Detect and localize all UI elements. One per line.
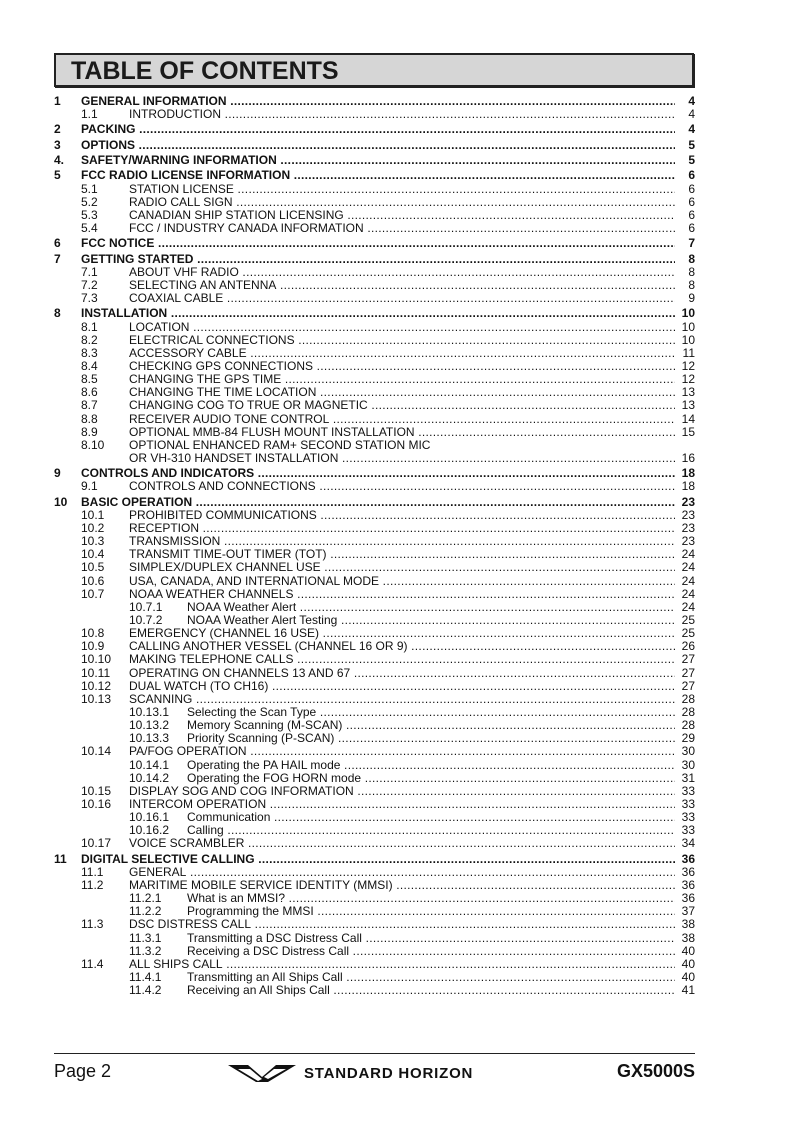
toc-entry[interactable] [54,853,695,866]
toc-entry[interactable] [54,745,695,758]
toc-entry-number: 10.13 [81,691,112,706]
toc-entry-title: DSC DISTRESS CALL ..... [129,918,675,931]
toc-entry[interactable] [54,627,695,640]
toc-entry[interactable] [54,95,695,108]
toc-entry[interactable] [54,467,695,480]
toc-entry-number: 8.8 [81,411,98,426]
toc-entry-title: OPTIONAL MMB-84 FLUSH MOUNT INSTALLATION ..... [129,426,675,439]
toc-entry-page: 6 [688,168,695,183]
toc-entry-page: 5 [688,137,695,152]
toc-entry-title: SAFETY/WARNING INFORMATION ..... [81,154,675,167]
toc-entry-title: CONTROLS AND INDICATORS ..... [81,467,675,480]
toc-entry[interactable] [54,321,695,334]
toc-entry-number: 8.10 [81,437,105,452]
toc-entry-number: 8.3 [81,345,98,360]
toc-entry-title: Programming the MMSI ..... [187,905,675,918]
toc-entry-page: 18 [681,479,695,494]
toc-entry-page: 7 [688,236,695,251]
toc-entry-title: CHANGING THE GPS TIME ..... [129,373,675,386]
toc-entry-number: 10.16.2 [129,823,170,838]
toc-entry-title: STATION LICENSE ..... [129,183,675,196]
toc-entry-title: SCANNING ..... [129,693,675,706]
toc-entry[interactable] [54,123,695,136]
toc-entry-number: 5.1 [81,181,98,196]
toc-entry-number: 10.5 [81,560,105,575]
toc-entry[interactable] [54,640,695,653]
toc-entry[interactable] [54,785,695,798]
toc-entry-title: Operating the FOG HORN mode ..... [187,772,675,785]
toc-entry-number: 8.5 [81,372,98,387]
toc-entry-page: 10 [681,332,695,347]
toc-entry-page: 23 [681,521,695,536]
toc-entry-page: 4 [688,107,695,122]
page-title: TABLE OF CONTENTS [71,57,339,85]
toc-entry-title: CONTROLS AND CONNECTIONS ..... [129,480,675,493]
toc-entry-page: 28 [681,718,695,733]
toc-entry-title: RADIO CALL SIGN ..... [129,196,675,209]
toc-entry-page: 27 [681,678,695,693]
toc-entry-title: ALL SHIPS CALL ..... [129,958,675,971]
toc-entry-title: Communication ..... [187,811,675,824]
toc-entry-page: 18 [681,466,695,481]
toc-entry-number: 11.2.2 [129,904,162,919]
toc-entry-number: 11.3.2 [129,943,162,958]
toc-entry-number: 8.4 [81,358,98,373]
toc-entry-page: 24 [681,599,695,614]
toc-entry-title: OPERATING ON CHANNELS 13 AND 67 ..... [129,667,675,680]
toc-entry-page: 8 [688,251,695,266]
toc-entry-number: 10.14 [81,744,112,759]
toc-entry-page: 12 [681,358,695,373]
toc-entry-title: INTRODUCTION ..... [129,108,675,121]
toc-entry-page: 27 [681,652,695,667]
toc-entry[interactable] [54,169,695,182]
toc-entry-title: FCC / INDUSTRY CANADA INFORMATION ..... [129,222,675,235]
toc-entry-page: 40 [681,970,695,985]
toc-entry-page: 40 [681,956,695,971]
toc-entry-number: 10.3 [81,534,105,549]
toc-entry[interactable] [54,984,695,997]
toc-entry-title: SIMPLEX/DUPLEX CHANNEL USE ..... [129,561,675,574]
toc-entry-title: CHANGING THE TIME LOCATION ..... [129,386,675,399]
toc-entry-title: Calling ..... [187,824,675,837]
toc-entry[interactable] [54,866,695,879]
toc-entry-number: 11.2.1 [129,891,162,906]
toc-entry-number: 10.11 [81,665,111,680]
toc-entry[interactable] [54,837,695,850]
toc-entry-page: 6 [688,221,695,236]
toc-entry[interactable] [54,154,695,167]
toc-entry-title: CANADIAN SHIP STATION LICENSING ..... [129,209,675,222]
footer-page-number: Page 2 [54,1061,112,1081]
toc-entry[interactable] [54,266,695,279]
toc-entry-page: 34 [681,836,695,851]
toc-entry[interactable] [54,399,695,412]
toc-entry-title: VOICE SCRAMBLER ..... [129,837,675,850]
toc-entry-page: 33 [681,823,695,838]
toc-entry[interactable] [54,373,695,386]
toc-entry[interactable] [54,334,695,347]
toc-entry-page: 25 [681,613,695,628]
toc-entry-number: 8.1 [81,319,98,334]
toc-entry-title: RECEIVER AUDIO TONE CONTROL ..... [129,413,675,426]
toc-entry[interactable] [54,561,695,574]
toc-entry-number: 8 [54,306,61,321]
toc-entry-title: FCC RADIO LICENSE INFORMATION ..... [81,169,675,182]
toc-entry-page: 6 [688,181,695,196]
toc-entry-title: INTERCOM OPERATION ..... [129,798,675,811]
toc-entry-page: 11 [682,345,695,360]
toc-entry-number: 11.4.1 [129,970,162,985]
toc-entry-page: 8 [688,277,695,292]
toc-title-box [54,53,694,87]
toc-entry-number: 11 [54,851,67,866]
toc-entry-page: 13 [681,385,695,400]
toc-entry-number: 11.3.1 [129,930,162,945]
toc-entry-number: 9.1 [81,479,98,494]
toc-entry-page: 36 [681,851,695,866]
toc-entry-number: 10.6 [81,573,105,588]
toc-entry-page: 37 [681,904,695,919]
toc-entry-number: 11.3 [81,917,104,932]
toc-entry-title: FCC NOTICE ..... [81,237,675,250]
toc-entry-number: 10.14.1 [129,757,170,772]
toc-entry-page: 28 [681,705,695,720]
toc-entry-number: 5.4 [81,221,98,236]
toc-entry-page: 30 [681,757,695,772]
toc-entry[interactable] [54,426,695,439]
toc-entry-page: 23 [681,494,695,509]
toc-entry-title: DIGITAL SELECTIVE CALLING ..... [81,853,675,866]
toc-entry[interactable] [54,360,695,373]
toc-entry-page: 40 [681,943,695,958]
footer-model-number: GX5000S [616,1061,695,1081]
toc-entry-title: NOAA WEATHER CHANNELS ..... [129,588,675,601]
toc-entry-page: 16 [681,450,695,465]
toc-entry-number: 4. [54,153,65,168]
toc-entry-title: What is an MMSI? ..... [187,892,675,905]
toc-entry-number: 7 [54,251,61,266]
toc-entry-title: INSTALLATION ..... [81,307,675,320]
toc-entry-number: 8.9 [81,424,98,439]
toc-entry-number: 11.4.2 [129,983,162,998]
toc-entry-page: 23 [681,507,695,522]
toc-entry-number: 8.2 [81,332,98,347]
toc-entry-title: ACCESSORY CABLE ..... [129,347,675,360]
toc-entry-number: 1 [54,94,61,108]
toc-entry[interactable] [54,680,695,693]
toc-entry-title: PROHIBITED COMMUNICATIONS ..... [129,509,675,522]
toc-entry[interactable] [54,588,695,601]
toc-entry-number: 10.16.1 [129,810,170,825]
toc-entry-number: 7.1 [81,264,98,279]
standard-horizon-logo-icon [228,1063,298,1083]
toc-entry-number: 5.2 [81,194,98,209]
toc-entry-number: 10.16 [81,797,112,811]
toc-entry-title: TRANSMIT TIME-OUT TIMER (TOT) ..... [129,548,675,561]
toc-entry[interactable] [54,918,695,931]
toc-entry-title: Transmitting a DSC Distress Call ..... [187,932,675,945]
toc-entry-page: 33 [681,797,695,811]
toc-entry-title: Selecting the Scan Type ..... [187,706,675,719]
toc-entry-page: 24 [681,560,695,575]
toc-entry[interactable] [54,209,695,222]
toc-entry[interactable] [54,279,695,292]
toc-entry-page: 33 [681,783,695,798]
toc-entry-page: 10 [681,306,695,321]
toc-entry-number: 6 [54,236,61,251]
toc-entry[interactable] [54,905,695,918]
toc-entry-number: 10.7.1 [129,599,163,614]
toc-entry[interactable] [54,452,695,465]
toc-entry-title: GENERAL INFORMATION ..... [81,95,675,108]
toc-entry[interactable] [54,732,695,745]
toc-entry-title: OPTIONAL ENHANCED RAM+ SECOND STATION MIC [129,438,431,452]
toc-entry-number: 10.7.2 [129,613,163,628]
toc-entry-page: 30 [681,744,695,759]
table-of-contents [54,95,695,997]
toc-entry[interactable] [54,237,695,250]
toc-entry-number: 10.1 [81,507,105,522]
toc-entry-page: 28 [681,691,695,706]
toc-entry-title: NOAA Weather Alert Testing ..... [187,614,675,627]
brand-name: STANDARD HORIZON [304,1064,474,1082]
toc-entry-page: 8 [688,264,695,279]
toc-entry-page: 24 [681,573,695,588]
toc-entry-title: Operating the PA HAIL mode ..... [187,759,675,772]
toc-entry-number: 10.13.2 [129,718,170,733]
toc-entry-number: 10 [54,494,68,509]
toc-entry[interactable] [54,222,695,235]
toc-entry-page: 33 [681,810,695,825]
toc-entry-page: 36 [681,891,695,906]
toc-entry-number: 10.9 [81,639,105,654]
toc-entry-title: LOCATION ..... [129,321,675,334]
toc-entry-number: 10.13.1 [129,705,170,720]
toc-entry[interactable] [54,347,695,360]
toc-entry-page: 29 [681,731,695,746]
toc-entry-title: CHANGING COG TO TRUE OR MAGNETIC ..... [129,399,675,412]
toc-entry-title: COAXIAL CABLE ..... [129,292,675,305]
toc-entry-title: ELECTRICAL CONNECTIONS ..... [129,334,675,347]
toc-entry-number: 1.1 [81,107,98,122]
toc-entry-number: 9 [54,466,61,481]
toc-entry-title: Priority Scanning (P-SCAN) ..... [187,732,675,745]
toc-entry[interactable] [54,535,695,548]
toc-entry-page: 38 [681,930,695,945]
toc-entry-number: 8.7 [81,398,98,413]
toc-entry-page: 12 [681,372,695,387]
toc-entry-number: 11.4 [81,956,104,971]
toc-entry-number: 5.3 [81,207,98,222]
toc-entry-page: 6 [688,207,695,222]
toc-entry-page: 36 [681,878,695,893]
toc-entry[interactable] [54,413,695,426]
toc-entry[interactable] [54,824,695,837]
toc-entry-page: 14 [681,411,695,426]
toc-entry-page: 23 [681,534,695,549]
toc-entry-page: 6 [688,194,695,209]
toc-entry-page: 41 [681,983,695,998]
toc-entry-number: 10.13.3 [129,731,170,746]
toc-entry-number: 10.2 [81,521,105,536]
toc-entry-page: 36 [681,864,695,879]
toc-entry[interactable] [54,196,695,209]
toc-entry-title: Transmitting an All Ships Call ..... [187,971,675,984]
toc-entry-number: 7.2 [81,277,98,292]
toc-entry-title: PACKING ..... [81,123,675,136]
toc-entry-title: CALLING ANOTHER VESSEL (CHANNEL 16 OR 9) ..... [129,640,675,653]
toc-entry-title: USA, CANADA, AND INTERNATIONAL MODE ..... [129,575,675,588]
toc-entry-title: Memory Scanning (M-SCAN) ..... [187,719,675,732]
toc-entry[interactable] [54,548,695,561]
toc-entry-number: 11.1 [81,864,104,879]
toc-entry-title: EMERGENCY (CHANNEL 16 USE) ..... [129,627,675,640]
toc-entry-page: 13 [681,398,695,413]
toc-entry-number: 10.4 [81,547,105,562]
toc-entry-number: 10.10 [81,652,112,667]
toc-entry-page: 26 [681,639,695,654]
toc-entry-title: PA/FOG OPERATION ..... [129,745,675,758]
toc-entry-title: TRANSMISSION ..... [129,535,675,548]
toc-entry-page: 27 [681,665,695,680]
toc-entry-title: NOAA Weather Alert ..... [187,601,675,614]
toc-entry-page: 24 [681,547,695,562]
toc-entry-title: GETTING STARTED ..... [81,253,675,266]
toc-entry[interactable] [54,759,695,772]
toc-entry-number: 10.14.2 [129,770,170,785]
brand-logo [228,1062,473,1084]
toc-entry[interactable] [54,292,695,305]
toc-entry[interactable] [54,772,695,785]
toc-entry-number: 7.3 [81,291,98,306]
toc-entry-number: 5 [54,168,61,183]
toc-entry-number: 10.17 [81,836,112,851]
toc-entry-number: 11.2 [81,878,104,893]
toc-entry-number: 8.6 [81,385,98,400]
toc-entry-title: MARITIME MOBILE SERVICE IDENTITY (MMSI) ..... [129,879,675,892]
toc-entry-number: 10.7 [81,586,105,601]
toc-entry[interactable] [54,253,695,266]
toc-entry-number: 10.15 [81,783,112,798]
toc-entry[interactable] [54,480,695,493]
toc-entry[interactable] [54,108,695,121]
toc-entry[interactable] [54,575,695,588]
toc-entry-page: 4 [688,122,695,137]
toc-entry[interactable] [54,653,695,666]
toc-entry[interactable] [54,439,695,452]
toc-entry-number: 10.8 [81,626,105,641]
toc-entry-title: OR VH-310 HANDSET INSTALLATION ..... [129,452,675,465]
toc-entry-page: 24 [681,586,695,601]
toc-entry-number: 2 [54,122,61,137]
toc-entry-title: Receiving an All Ships Call ..... [187,984,675,997]
toc-entry-title: DISPLAY SOG AND COG INFORMATION ..... [129,785,675,798]
toc-entry-page: 4 [688,94,695,108]
toc-entry-page: 25 [681,626,695,641]
toc-entry-title: CHECKING GPS CONNECTIONS ..... [129,360,675,373]
toc-entry[interactable] [54,522,695,535]
toc-entry-title: GENERAL ..... [129,866,675,879]
toc-entry-page: 31 [681,770,695,785]
toc-entry-page: 38 [681,917,695,932]
toc-entry-title: BASIC OPERATION ..... [81,496,675,509]
toc-entry[interactable] [54,667,695,680]
toc-entry-title: ABOUT VHF RADIO ..... [129,266,675,279]
toc-entry-number: 10.12 [81,678,112,693]
footer-divider [54,1053,695,1054]
toc-entry[interactable] [54,496,695,509]
toc-entry[interactable] [54,307,695,320]
toc-entry[interactable] [54,386,695,399]
toc-entry[interactable] [54,932,695,945]
toc-entry-number: 3 [54,137,61,152]
toc-entry-page: 9 [688,291,695,306]
toc-entry-title: RECEPTION ..... [129,522,675,535]
toc-entry-title: DUAL WATCH (TO CH16) ..... [129,680,675,693]
toc-entry[interactable] [54,614,695,627]
toc-entry[interactable] [54,183,695,196]
toc-entry-page: 15 [681,424,695,439]
toc-entry-page: 10 [681,319,695,334]
toc-entry[interactable] [54,945,695,958]
toc-entry-title: OPTIONS ..... [81,139,675,152]
toc-entry-title: Receiving a DSC Distress Call ..... [187,945,675,958]
toc-entry[interactable] [54,139,695,152]
toc-entry-page: 5 [688,153,695,168]
toc-entry-title: MAKING TELEPHONE CALLS ..... [129,653,675,666]
toc-entry-title: SELECTING AN ANTENNA ..... [129,279,675,292]
toc-entry[interactable] [54,509,695,522]
